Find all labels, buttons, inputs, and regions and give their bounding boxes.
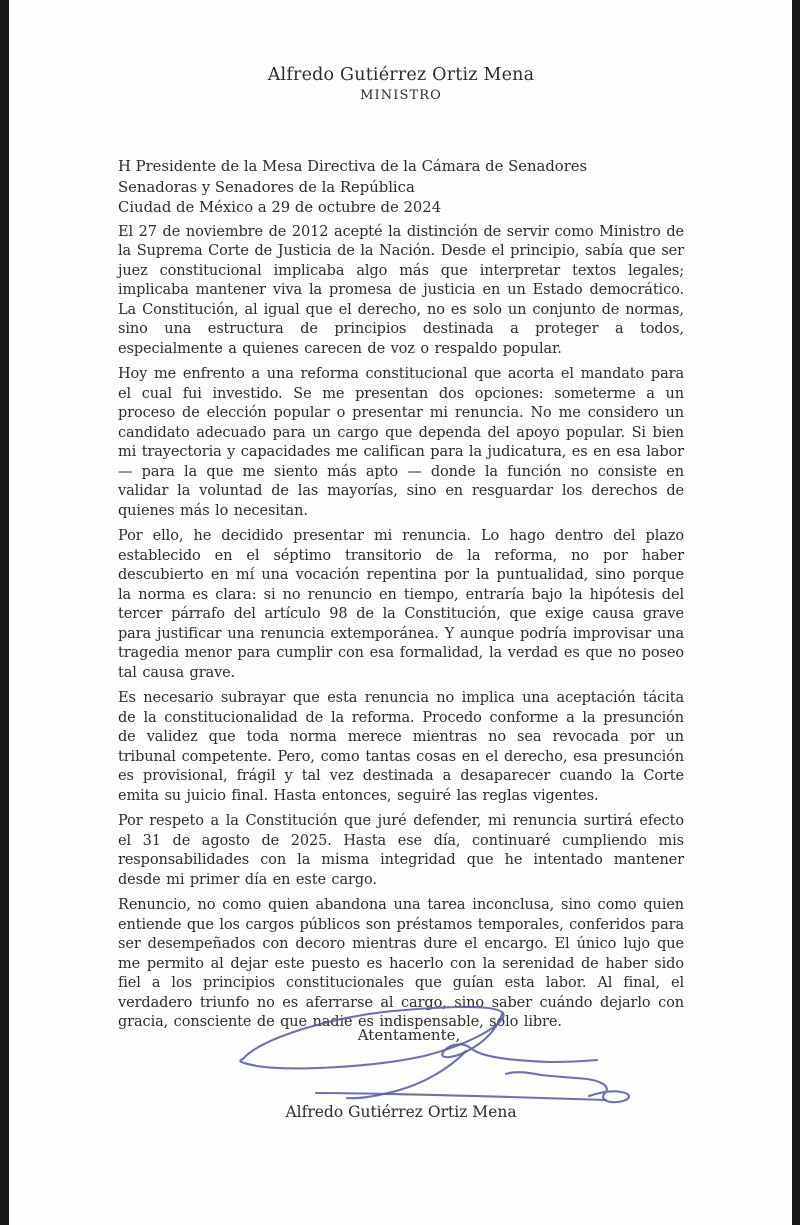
closing-signatory: Alfredo Gutiérrez Ortiz Mena xyxy=(285,1103,517,1121)
closing-block xyxy=(118,1025,684,1045)
date-line: Ciudad de México a 29 de octubre de 2024 xyxy=(118,199,442,216)
paragraph-5: Por respeto a la Constitución que juré defender, mi renuncia surtirá efecto el 31 de agosto de 2025. Hasta ese día, continuaré cumpliendo mis responsabilidades con la misma integridad que he intentado mantener desde mi primer día en este cargo. xyxy=(118,813,684,888)
paragraph-6: Renuncio, no como quien abandona una tarea inconclusa, sino como quien entiende que los cargos públicos son préstamos temporales, conferidos para ser desempeñados con decoro mientras dure el encargo. El único lujo que me permito al dejar este puesto es hacerlo con la serenidad de haber sido fiel a los principios constitucionales que guían esta labor. Al final, el verdadero triunfo no es aferrarse al cargo, sino saber cuándo dejarlo con gracia, consciente de que nadie es indispensable, solo libre. xyxy=(118,897,684,1030)
signature-stroke-curl xyxy=(506,1072,629,1102)
paragraph-1: El 27 de noviembre de 2012 acepté la distinción de servir como Ministro de la Suprema Corte de Justicia de la Nación. Desde el principio, sabía que ser juez constitucional implicaba algo más que interpretar textos legales; implicaba mantener viva la promesa de justicia en un Estado democrático. La Constitución, al igual que el derecho, no es solo un conjunto de normas, sino una estructura de principios destinada a proteger a todos, especialmente a quienes carecen de voz o respaldo popular. xyxy=(118,223,684,357)
signature-stroke-diagonal xyxy=(347,1051,466,1098)
author-title: MINISTRO xyxy=(360,88,442,103)
scan-edge-right xyxy=(792,0,800,1225)
recipient-line-1: H Presidente de la Mesa Directiva de la Cámara de Senadores xyxy=(118,158,588,175)
closing-salutation: Atentamente, xyxy=(357,1026,461,1044)
paragraph-3: Por ello, he decidido presentar mi renuncia. Lo hago dentro del plazo establecido en el séptimo transitorio de la reforma, no por haber descubierto en mí una vocación repentina por la puntualidad, sino porque la norma es clara: si no renuncio en tiempo, entraría bajo la hipótesis del tercer párrafo del artículo 98 de la Constitución, que exige causa grave para justificar una renuncia extemporánea. Y aunque podría improvisar una tragedia menor para cumplir con esa formalidad, la verdad es que no poseo tal causa grave. xyxy=(118,528,684,681)
letter-header xyxy=(118,64,684,104)
letter-content xyxy=(118,64,684,1033)
signature-stroke-baseline xyxy=(316,1093,606,1100)
author-name: Alfredo Gutiérrez Ortiz Mena xyxy=(267,65,535,85)
recipient-block xyxy=(118,157,684,219)
scan-edge-left xyxy=(0,0,9,1225)
recipient-line-2: Senadoras y Senadores de la República xyxy=(118,178,415,196)
paragraph-2: Hoy me enfrento a una reforma constitucional que acorta el mandato para el cual fui investido. Se me presentan dos opciones: someterme a un proceso de elección popular o presentar mi renuncia. No me considero un candidato adecuado para un cargo que dependa del apoyo popular. Si bien mi trayectoria y capacidades me califican para la judicatura, es en esa labor — para la que me siento más apto — donde la función no consiste en validar la voluntad de las mayorías, sino en resguardar los derechos de quienes más lo necesitan. xyxy=(118,366,684,519)
paragraph-4: Es necesario subrayar que esta renuncia no implica una aceptación tácita de la constitucionalidad de la reforma. Procedo conforme a la presunción de validez que toda norma merece mientras no sea revocada por un tribunal competente. Pero, como tantas cosas en el derecho, esa presunción es provisional, frágil y tal vez destinada a desaparecer cuando la Corte emita su juicio final. Hasta entonces, seguiré las reglas vigentes. xyxy=(118,690,684,804)
